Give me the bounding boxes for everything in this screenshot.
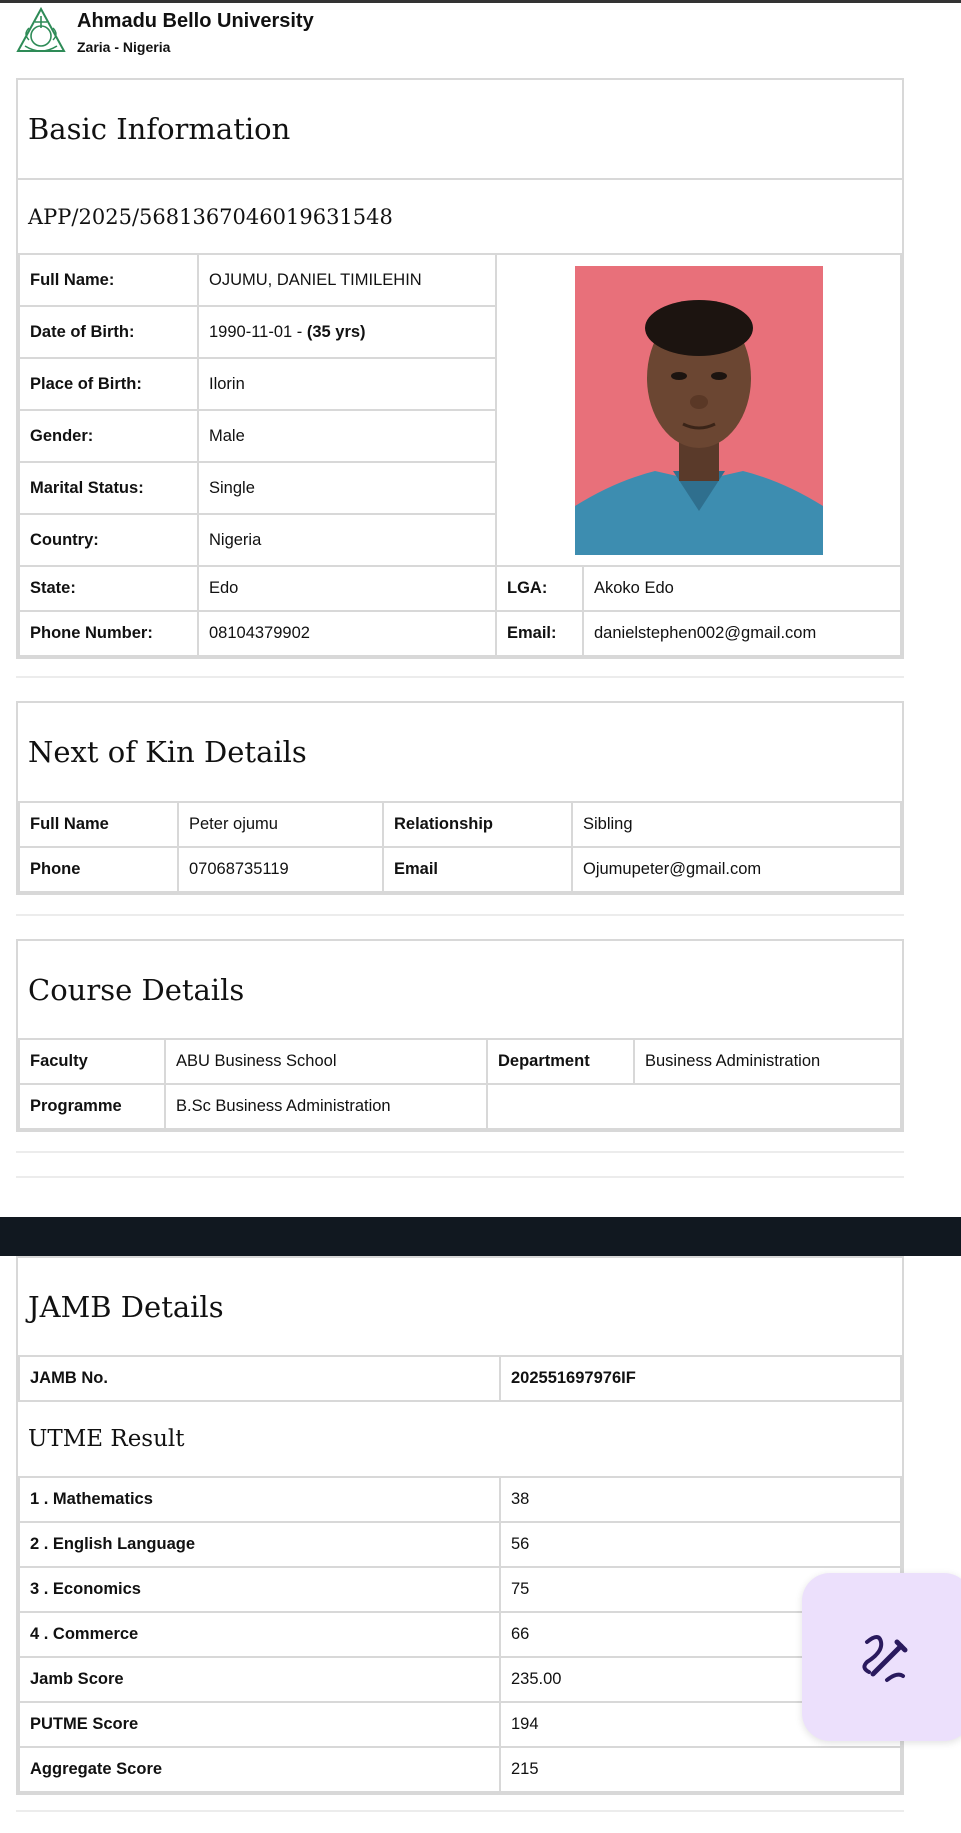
subject-score: 66 <box>500 1612 901 1657</box>
table-row <box>19 1612 901 1657</box>
section-divider <box>16 676 904 678</box>
jamb-details-card <box>16 1256 904 1795</box>
kin-email-label: Email <box>383 847 572 892</box>
faculty-value: ABU Business School <box>165 1039 487 1084</box>
programme-value: B.Sc Business Administration <box>165 1084 487 1129</box>
pob-value: Ilorin <box>198 358 496 410</box>
gender-value: Male <box>198 410 496 462</box>
faculty-label: Faculty <box>19 1039 165 1084</box>
table-row <box>19 1567 901 1612</box>
dob-date: 1990-11-01 - <box>209 322 307 341</box>
jamb-number-table <box>18 1355 902 1402</box>
pob-label: Place of Birth: <box>19 358 198 410</box>
edit-pen-icon <box>857 1628 917 1688</box>
lga-label: LGA: <box>496 566 583 611</box>
university-crest-icon <box>15 6 67 58</box>
lga-value: Akoko Edo <box>583 566 901 611</box>
subject-label: 2 . English Language <box>19 1522 500 1567</box>
country-label: Country: <box>19 514 198 566</box>
table-row <box>19 1657 901 1702</box>
course-details-table <box>18 1038 902 1130</box>
marital-status-label: Marital Status: <box>19 462 198 514</box>
section-divider <box>16 1810 904 1812</box>
applicant-photo <box>575 266 823 555</box>
top-border <box>0 0 961 3</box>
next-of-kin-card <box>16 701 904 895</box>
full-name-value: OJUMU, DANIEL TIMILEHIN <box>198 254 496 306</box>
jamb-no-value: 202551697976IF <box>500 1356 901 1401</box>
department-label: Department <box>487 1039 634 1084</box>
basic-information-card <box>16 78 904 659</box>
edit-fab-button[interactable] <box>802 1573 961 1741</box>
kin-phone-label: Phone <box>19 847 178 892</box>
subject-score: 38 <box>500 1477 901 1522</box>
kin-relationship-label: Relationship <box>383 802 572 847</box>
section-divider <box>16 1151 904 1153</box>
dark-bar <box>0 1217 961 1256</box>
jamb-details-title: JAMB Details <box>28 1289 224 1324</box>
state-label: State: <box>19 566 198 611</box>
aggregate-score-label: Aggregate Score <box>19 1747 500 1792</box>
utme-result-table <box>18 1476 902 1793</box>
next-of-kin-title: Next of Kin Details <box>28 735 307 769</box>
subject-label: 3 . Economics <box>19 1567 500 1612</box>
table-row <box>19 1477 901 1522</box>
marital-status-value: Single <box>198 462 496 514</box>
department-value: Business Administration <box>634 1039 901 1084</box>
application-number: APP/2025/5681367046019631548 <box>18 178 902 253</box>
table-row <box>19 1747 901 1792</box>
kin-name-label: Full Name <box>19 802 178 847</box>
jamb-no-label: JAMB No. <box>19 1356 500 1401</box>
empty-cell <box>487 1084 901 1129</box>
course-details-card <box>16 939 904 1132</box>
table-row <box>19 1522 901 1567</box>
subject-label: 1 . Mathematics <box>19 1477 500 1522</box>
email-label: Email: <box>496 611 583 656</box>
country-value: Nigeria <box>198 514 496 566</box>
university-name: Ahmadu Bello University <box>77 9 314 32</box>
phone-label: Phone Number: <box>19 611 198 656</box>
subject-label: 4 . Commerce <box>19 1612 500 1657</box>
kin-email-value: Ojumupeter@gmail.com <box>572 847 901 892</box>
kin-name-value: Peter ojumu <box>178 802 383 847</box>
programme-label: Programme <box>19 1084 165 1129</box>
jamb-score-value: 235.00 <box>500 1657 901 1702</box>
dob-value <box>198 306 496 358</box>
page-header <box>15 4 314 60</box>
full-name-label: Full Name: <box>19 254 198 306</box>
putme-score-label: PUTME Score <box>19 1702 500 1747</box>
photo-cell <box>496 254 901 566</box>
age-value: (35 yrs) <box>306 322 366 341</box>
gender-label: Gender: <box>19 410 198 462</box>
subject-score: 56 <box>500 1522 901 1567</box>
phone-value: 08104379902 <box>198 611 496 656</box>
next-of-kin-table <box>18 801 902 893</box>
dob-label: Date of Birth: <box>19 306 198 358</box>
kin-relationship-value: Sibling <box>572 802 901 847</box>
kin-phone-value: 07068735119 <box>178 847 383 892</box>
utme-result-title: UTME Result <box>28 1426 185 1452</box>
section-divider <box>16 914 904 916</box>
jamb-score-label: Jamb Score <box>19 1657 500 1702</box>
basic-information-table <box>18 253 902 657</box>
state-value: Edo <box>198 566 496 611</box>
university-location: Zaria - Nigeria <box>77 38 171 55</box>
basic-information-title: Basic Information <box>28 112 291 146</box>
subject-score: 75 <box>500 1567 901 1612</box>
email-value: danielstephen002@gmail.com <box>583 611 901 656</box>
table-row <box>19 1702 901 1747</box>
course-details-title: Course Details <box>28 972 245 1007</box>
putme-score-value: 194 <box>500 1702 901 1747</box>
section-divider <box>16 1176 904 1178</box>
aggregate-score-value: 215 <box>500 1747 901 1792</box>
